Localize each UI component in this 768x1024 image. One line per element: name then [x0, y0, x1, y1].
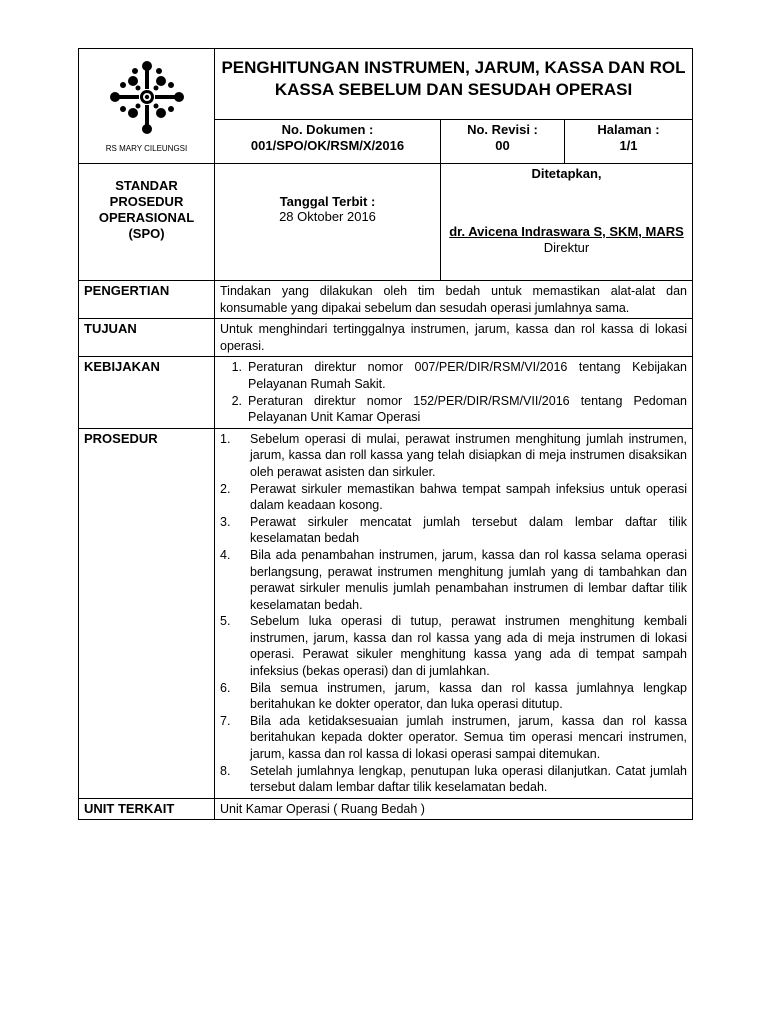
header-row	[79, 49, 693, 120]
prosedur-label: PROSEDUR	[79, 428, 215, 798]
no-dokumen-value: 001/SPO/OK/RSM/X/2016	[250, 137, 405, 153]
list-item-number: 5.	[220, 614, 231, 629]
tujuan-row	[79, 319, 693, 357]
kebijakan-list-cell	[215, 357, 693, 428]
list-item	[220, 613, 687, 679]
list-item-number: 2.	[231, 393, 242, 408]
tanggal-terbit-value: 28 Oktober 2016	[279, 209, 376, 224]
list-item-text: Peraturan direktur nomor 152/PER/DIR/RSM/VII/2016 tentang Pedoman Pelayanan Unit Kamar Operasi	[248, 393, 687, 425]
penetapan-cell	[441, 164, 693, 281]
unit-terkait-label: UNIT TERKAIT	[79, 798, 215, 820]
list-item	[220, 713, 687, 763]
halaman-value: 1/1	[619, 137, 638, 153]
signatory-name: dr. Avicena Indraswara S, SKM, MARS	[449, 224, 684, 239]
list-item	[220, 393, 687, 426]
tujuan-text: Untuk menghindari tertinggalnya instrumen, jarum, kassa dan rol kassa di lokasi operasi.	[215, 319, 693, 357]
list-item-number: 2.	[220, 481, 231, 496]
tujuan-label: TUJUAN	[79, 319, 215, 357]
spo-line-1: STANDAR	[115, 178, 178, 193]
no-revisi-cell	[441, 119, 565, 163]
hospital-name: RS MARY CILEUNGSI	[105, 144, 188, 153]
halaman-cell	[565, 119, 693, 163]
unit-terkait-text: Unit Kamar Operasi ( Ruang Bedah )	[215, 798, 693, 820]
no-dokumen-cell	[215, 119, 441, 163]
kebijakan-row	[79, 357, 693, 428]
ditetapkan-label: Ditetapkan,	[531, 166, 602, 181]
list-item-text: Perawat sirkuler memastikan bahwa tempat sampah infeksius untuk operasi dalam keadaan kosong.	[250, 481, 687, 513]
list-item-number: 8.	[220, 763, 231, 778]
halaman-label: Halaman :	[597, 121, 660, 137]
list-item	[220, 547, 687, 613]
list-item-text: Sebelum luka operasi di tutup, perawat instrumen menghitung kembali instrumen, jarum, kassa dan rol kassa yang ada di meja instrumen di lokasi operasi. Perawat sikuler menghitung kassa yang ada di tempat sampah infeksius (bekas operasi) dan di jumlahkan.	[250, 614, 687, 679]
pengertian-row	[79, 281, 693, 319]
pengertian-text: Tindakan yang dilakukan oleh tim bedah untuk memastikan alat-alat dan konsumable yang dipakai sebelum dan sesudah operasi jumlahnya sama.	[215, 281, 693, 319]
list-item-text: Bila ada ketidaksesuaian jumlah instrumen, jarum, kassa dan rol kassa beritahukan kepada dokter operator. Semua tim operasi mencari instrumen, jarum, kassa dan rol kassa di lokasi operasi sampai ditemukan.	[250, 713, 687, 762]
spo-row	[79, 164, 693, 281]
no-revisi-label: No. Revisi :	[467, 121, 538, 137]
tanggal-terbit-label: Tanggal Terbit :	[279, 194, 376, 209]
spo-line-2: PROSEDUR	[109, 194, 184, 209]
list-item	[220, 431, 687, 481]
kebijakan-label: KEBIJAKAN	[79, 357, 215, 428]
kebijakan-list	[220, 359, 687, 425]
tanggal-terbit-cell	[215, 164, 441, 281]
spo-document-table	[78, 48, 693, 820]
list-item-number: 4.	[220, 547, 231, 562]
list-item-text: Sebelum operasi di mulai, perawat instrumen menghitung jumlah instrumen, jarum, kassa dan roll kassa yang telah disiapkan di meja instrumen disaksikan oleh perawat asisten dan sirkuler.	[250, 431, 687, 479]
no-dokumen-label: No. Dokumen :	[281, 121, 374, 137]
list-item-text: Setelah jumlahnya lengkap, penutupan luka operasi dilanjutkan. Catat jumlah tersebut dalam lembar daftar tilik keselamatan bedah.	[250, 763, 687, 795]
spo-label-cell	[79, 164, 215, 281]
list-item-number: 6.	[220, 680, 231, 695]
list-item-text: Peraturan direktur nomor 007/PER/DIR/RSM/VI/2016 tentang Kebijakan Pelayanan Rumah Sakit.	[248, 360, 687, 391]
spo-line-3: OPERASIONAL	[98, 210, 195, 225]
unit-terkait-row	[79, 798, 693, 820]
document-title: PENGHITUNGAN INSTRUMEN, JARUM, KASSA DAN ROL KASSA SEBELUM DAN SESUDAH OPERASI	[215, 49, 693, 120]
list-item	[220, 763, 687, 796]
pengertian-label: PENGERTIAN	[79, 281, 215, 319]
prosedur-list	[220, 431, 687, 796]
spo-line-4: (SPO)	[128, 226, 165, 241]
list-item	[220, 481, 687, 514]
list-item	[220, 680, 687, 713]
signatory-title: Direktur	[543, 240, 590, 255]
list-item-number: 1.	[231, 360, 242, 375]
list-item-number: 1.	[220, 431, 231, 446]
list-item-number: 3.	[220, 514, 231, 529]
prosedur-row	[79, 428, 693, 798]
no-revisi-value: 00	[495, 137, 510, 153]
list-item-number: 7.	[220, 713, 231, 728]
hospital-logo	[105, 59, 189, 139]
list-item	[220, 514, 687, 547]
list-item-text: Perawat sirkuler mencatat jumlah tersebut dalam lembar daftar tilik keselamatan bedah	[250, 514, 687, 546]
list-item	[220, 359, 687, 392]
list-item-text: Bila semua instrumen, jarum, kassa dan rol kassa jumlahnya lengkap beritahukan ke dokter operator, dan luka operasi ditutup.	[250, 680, 687, 712]
list-item-text: Bila ada penambahan instrumen, jarum, kassa dan rol kassa selama operasi berlangsung, perawat instrumen menghitung jumlah yang di tambahkan dan perawat sirkuler menulis jumlah penambahan instrumen di lembar daftar tilik keselamatan bedah.	[250, 547, 687, 612]
logo-cell	[79, 49, 215, 164]
prosedur-list-cell	[215, 428, 693, 798]
